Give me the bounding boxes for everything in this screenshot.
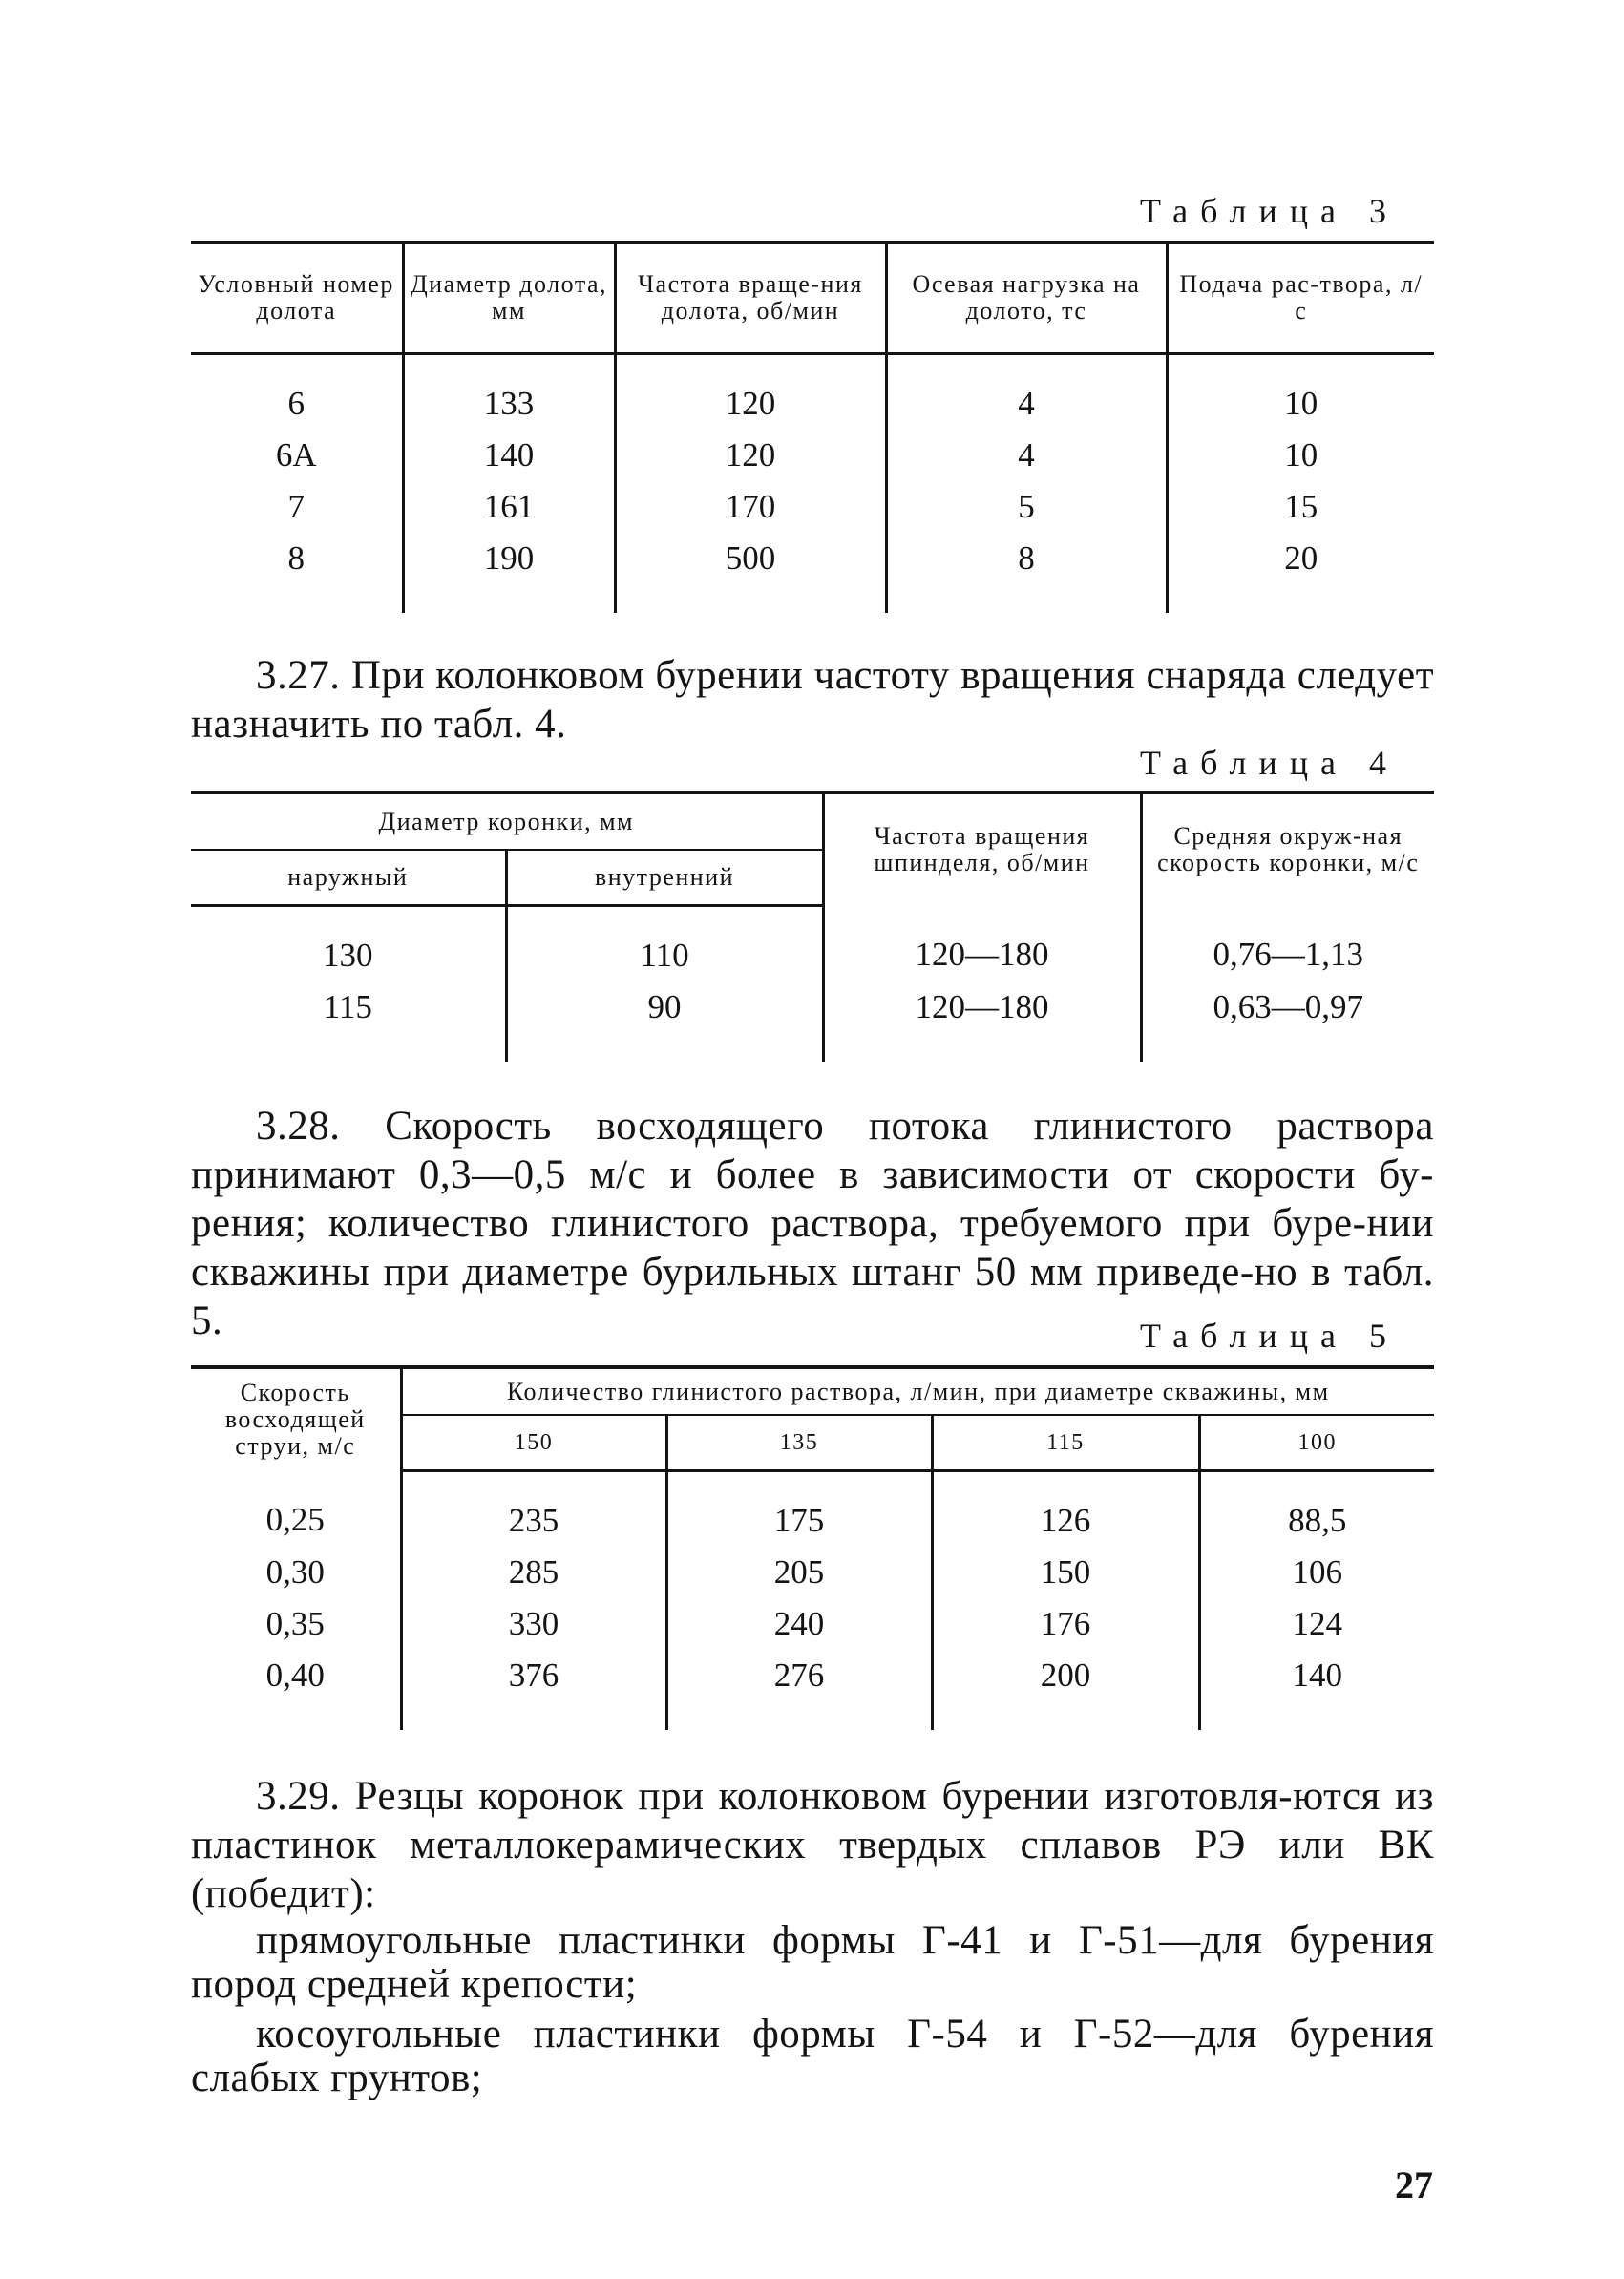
table3: [191, 241, 1434, 613]
table-cell: 120: [615, 430, 886, 481]
table-cell: 0,25: [265, 1500, 325, 1538]
table-cell: 170: [615, 481, 886, 533]
table-cell: 8: [886, 533, 1167, 613]
table-row: [191, 481, 1434, 533]
table5: [191, 1365, 1434, 1730]
table-row: [191, 1470, 1434, 1547]
table-cell: 90: [506, 981, 823, 1062]
table-cell: 120: [615, 353, 886, 430]
table-cell: 200: [932, 1650, 1199, 1730]
paragraph-3-28: 3.28. Скорость восходящего потока глинистого раствора принимают 0,3—0,5 м/с и более в зависимости от скорости бу-рения; количество глинистого раствора, требуемого при буре-нии скважины при диаметре бурильных штанг 50 мм приведе-но в табл. 5.: [191, 1104, 1434, 1343]
table-cell: 0,35: [265, 1604, 325, 1642]
table4-caption: Таблица 4: [1140, 744, 1399, 782]
table-cell: 0,63—0,97: [1141, 981, 1434, 1062]
table-cell: 124: [1199, 1598, 1434, 1650]
table-cell: 140: [403, 430, 615, 481]
table-cell: 6: [287, 384, 305, 422]
table-cell: 126: [932, 1470, 1199, 1547]
paragraph-3-27: 3.27. При колонковом бурении частоту вращения снаряда следует назначить по табл. 4.: [191, 653, 1434, 747]
table-row: [191, 430, 1434, 481]
table4-header-spindle-speed: Частота вращения шпинделя, об/мин: [823, 792, 1141, 905]
table-cell: 240: [666, 1598, 932, 1650]
table-cell: 15: [1167, 481, 1434, 533]
page-number: 27: [1395, 2163, 1433, 2206]
table-cell: 190: [403, 533, 615, 613]
table-cell: 150: [932, 1547, 1199, 1598]
paragraph-3-29: 3.29. Резцы коронок при колонковом бурении изготовля-ются из пластинок металлокерамических твердых сплавов РЭ или ВК (победит):: [191, 1774, 1434, 1916]
table-cell: 500: [615, 533, 886, 613]
table-cell: 120—180: [823, 981, 1141, 1062]
table5-header-diameter-100: 100: [1199, 1415, 1434, 1470]
table-cell: 376: [401, 1650, 666, 1730]
list-item: косоугольные пластинки формы Г-54 и Г-52—для бурения слабых грунтов;: [191, 2012, 1434, 2100]
table5-header-velocity: Скорость восходящей струи, м/с: [224, 1379, 366, 1460]
table3-header-flow: Подача рас-твора, л/с: [1167, 243, 1434, 353]
table-row: [191, 1598, 1434, 1650]
table-cell: 133: [403, 353, 615, 430]
table-cell: 8: [287, 538, 305, 577]
table3-header-bit-number: Условный номер долота: [191, 243, 403, 353]
table-cell: 176: [932, 1598, 1199, 1650]
table-cell: 205: [666, 1547, 932, 1598]
table5-caption: Таблица 5: [1140, 1317, 1399, 1355]
table-cell: 5: [886, 481, 1167, 533]
table4: [191, 791, 1434, 1062]
table-cell: 115: [323, 987, 372, 1025]
table-cell: 110: [506, 905, 823, 981]
table4-header-inner: внутренний: [506, 850, 823, 905]
table5-header-diameter-150: 150: [401, 1415, 666, 1470]
table3-header-axial-load: Осевая нагрузка на долото, тс: [886, 243, 1167, 353]
table4-header-crown-velocity: Средняя окруж-ная скорость коронки, м/с: [1141, 792, 1434, 905]
table-row: [191, 1650, 1434, 1730]
table-cell: 6А: [275, 435, 317, 474]
table-cell: 276: [666, 1650, 932, 1730]
table-cell: 0,40: [265, 1656, 325, 1694]
table-cell: 0,76—1,13: [1141, 905, 1434, 981]
table5-header-diameter-115: 115: [932, 1415, 1199, 1470]
table-row: [191, 905, 1434, 981]
table-cell: 130: [323, 936, 373, 974]
table-cell: 10: [1167, 353, 1434, 430]
table-cell: 106: [1199, 1547, 1434, 1598]
table-cell: 88,5: [1199, 1470, 1434, 1547]
table-cell: 20: [1167, 533, 1434, 613]
table5-header-diameter-135: 135: [666, 1415, 932, 1470]
table4-header-crown-diameter: Диаметр коронки, мм: [191, 792, 823, 850]
table-cell: 120—180: [823, 905, 1141, 981]
list-item: прямоугольные пластинки формы Г-41 и Г-51—для бурения пород средней крепости;: [191, 1918, 1434, 2007]
table-cell: 0,30: [265, 1552, 325, 1591]
table-cell: 175: [666, 1470, 932, 1547]
table-cell: 7: [287, 487, 305, 525]
table5-header-mud-volume: Количество глинистого раствора, л/мин, при диаметре скважины, мм: [401, 1367, 1434, 1415]
table-cell: 330: [401, 1598, 666, 1650]
table-cell: 140: [1199, 1650, 1434, 1730]
table3-header-diameter: Диаметр долота, мм: [403, 243, 615, 353]
table-row: [191, 353, 1434, 430]
table3-caption: Таблица 3: [1140, 192, 1399, 230]
table-cell: 285: [401, 1547, 666, 1598]
cutter-plate-list: [191, 1919, 1434, 2106]
table-cell: 10: [1167, 430, 1434, 481]
table-cell: 161: [403, 481, 615, 533]
table-cell: 4: [886, 353, 1167, 430]
table-cell: 4: [886, 430, 1167, 481]
table-row: [191, 981, 1434, 1062]
table4-header-outer: наружный: [191, 850, 506, 905]
table3-header-rotation: Частота враще-ния долота, об/мин: [615, 243, 886, 353]
table-cell: 235: [401, 1470, 666, 1547]
table-row: [191, 1547, 1434, 1598]
table-row: [191, 533, 1434, 613]
